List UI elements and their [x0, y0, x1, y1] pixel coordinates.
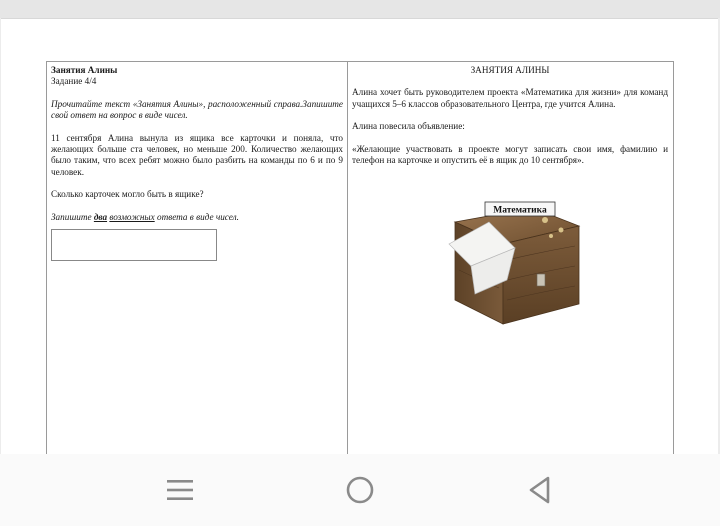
- document-page: [1, 18, 718, 455]
- home-button[interactable]: [338, 468, 382, 512]
- text-column: [352, 65, 668, 216]
- answer-prompt-pre: Запишите: [51, 211, 94, 222]
- triangle-back-icon: [526, 475, 554, 505]
- answer-prompt-post: ответа в виде чисел.: [154, 211, 239, 222]
- android-nav-bar: [0, 454, 720, 526]
- answer-prompt: [51, 212, 343, 223]
- task-number: Задание 4/4: [51, 76, 97, 87]
- task-column: [51, 65, 343, 261]
- column-divider: [347, 62, 348, 456]
- task-question: Сколько карточек могло быть в ящике?: [51, 189, 204, 200]
- box-label: Математика: [493, 205, 547, 216]
- circle-home-icon: [345, 475, 375, 505]
- task-problem: 11 сентября Алина вынула из ящика все карточки и поняла, что желающих больше ста человек, но меньше 200. Количество желающих было таким, что всех ребят можно было разбить на команды по 6 и по 9 человек.: [51, 132, 343, 177]
- answer-prompt-possible: возможных: [109, 211, 155, 222]
- answer-prompt-two: два: [93, 211, 108, 222]
- back-button[interactable]: [518, 468, 562, 512]
- task-table: [46, 61, 674, 456]
- text-para-1: Алина хочет быть руководителем проекта «Математика для жизни» для команд учащихся 5–6 классов образовательного Центра, где учится Алина.: [352, 87, 668, 109]
- text-para-2: Алина повесила объявление:: [352, 121, 465, 132]
- text-para-3: «Желающие участвовать в проекте могут записать свои имя, фамилию и телефон на карточке и опустить её в ящик до 10 сентября».: [352, 143, 668, 166]
- status-band: [0, 0, 720, 18]
- task-instruction: Прочитайте текст «Занятия Алины», расположенный справа.Запишите свой ответ на вопрос в виде чисел.: [51, 98, 343, 121]
- answer-input[interactable]: [51, 229, 217, 261]
- task-title: Занятия Алины: [51, 65, 118, 75]
- menu-lines-icon: [166, 476, 194, 504]
- text-title: ЗАНЯТИЯ АЛИНЫ: [470, 65, 550, 75]
- recents-button[interactable]: [158, 468, 202, 512]
- ballot-box-image: [441, 200, 585, 328]
